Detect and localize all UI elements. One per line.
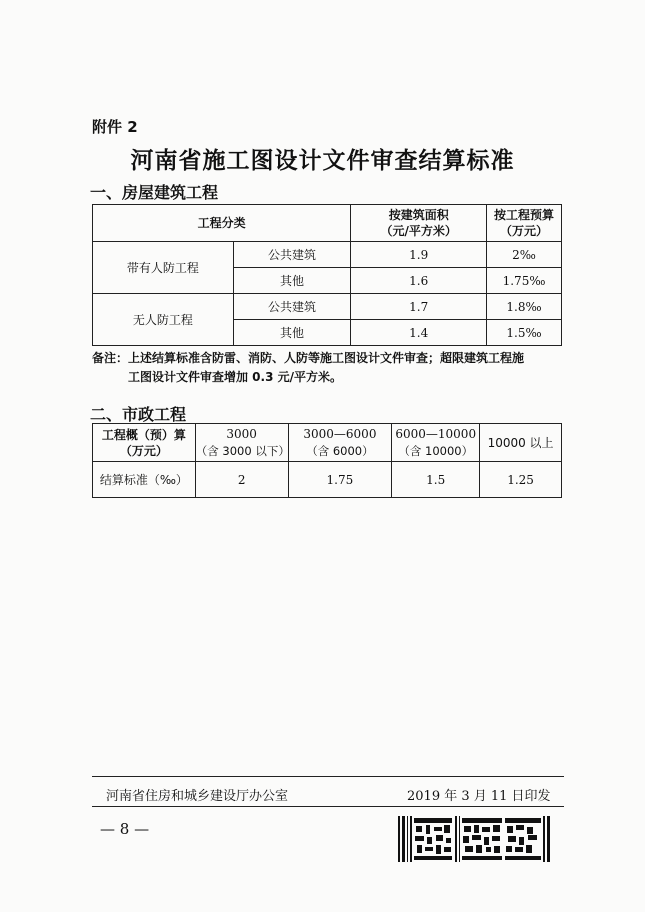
document-title: 河南省施工图设计文件审查结算标准 <box>130 148 515 174</box>
group-label: 无人防工程 <box>93 294 234 346</box>
header-by-budget-line2: （万元） <box>500 224 549 238</box>
rate-label: 结算标准（‰） <box>93 462 196 498</box>
budget-rate: 1.75‰ <box>487 268 562 294</box>
remarks-note <box>92 349 566 387</box>
budget-label-line2: （万元） <box>119 443 168 458</box>
footer-top-divider <box>92 776 564 777</box>
table-row <box>93 242 562 268</box>
table-row <box>93 462 562 498</box>
area-rate: 1.9 <box>351 242 487 268</box>
footer-bottom-divider <box>92 806 564 807</box>
budget-label <box>93 424 196 462</box>
range-cell <box>288 424 392 462</box>
remarks-line1: 备注：上述结算标准含防雷、消防、人防等施工图设计文件审查；超限建筑工程施 <box>92 351 525 365</box>
rate-value: 1.25 <box>480 462 562 498</box>
header-by-area <box>351 205 487 242</box>
range-cell <box>480 424 562 462</box>
rate-value: 1.5 <box>392 462 480 498</box>
budget-label-line1: 工程概（预）算 <box>101 427 186 442</box>
range-line2: （含 10000） <box>398 443 474 458</box>
area-rate: 1.7 <box>351 294 487 320</box>
rate-value: 1.75 <box>288 462 392 498</box>
remarks-line2: 工图设计文件审查增加 0.3 元/平方米。 <box>128 370 342 384</box>
building-type: 公共建筑 <box>233 294 351 320</box>
range-cell <box>195 424 288 462</box>
area-rate: 1.4 <box>351 320 487 346</box>
section2-heading: 二、市政工程 <box>90 405 187 424</box>
table-row <box>93 294 562 320</box>
budget-rate: 1.8‰ <box>487 294 562 320</box>
range-line1: 3000—6000 <box>303 426 377 441</box>
header-by-area-line2: （元/平方米） <box>380 224 457 238</box>
budget-rate: 2‰ <box>487 242 562 268</box>
building-type: 其他 <box>233 268 351 294</box>
group-label: 带有人防工程 <box>93 242 234 294</box>
header-category: 工程分类 <box>93 205 351 242</box>
range-line2: （含 6000） <box>306 443 374 458</box>
annex-label: 附件 2 <box>92 118 138 136</box>
range-line1: 3000 <box>226 426 257 441</box>
page-number: — 8 — <box>100 820 150 838</box>
building-fee-table <box>92 204 562 346</box>
range-cell <box>392 424 480 462</box>
barcode-image <box>398 816 550 862</box>
municipal-fee-table <box>92 423 562 498</box>
header-by-budget-line1: 按工程预算 <box>494 208 555 222</box>
range-line1: 6000—10000 <box>395 426 477 441</box>
table-row <box>93 424 562 462</box>
building-type: 公共建筑 <box>233 242 351 268</box>
section1-heading: 一、房屋建筑工程 <box>90 183 219 202</box>
range-line2: （含 3000 以下） <box>195 443 290 458</box>
header-by-budget <box>487 205 562 242</box>
building-type: 其他 <box>233 320 351 346</box>
budget-rate: 1.5‰ <box>487 320 562 346</box>
issue-date: 2019 年 3 月 11 日印发 <box>407 789 551 804</box>
header-by-area-line1: 按建筑面积 <box>388 208 449 222</box>
range-line1: 10000 以上 <box>487 436 554 450</box>
issuer: 河南省住房和城乡建设厅办公室 <box>106 789 289 804</box>
area-rate: 1.6 <box>351 268 487 294</box>
rate-value: 2 <box>195 462 288 498</box>
